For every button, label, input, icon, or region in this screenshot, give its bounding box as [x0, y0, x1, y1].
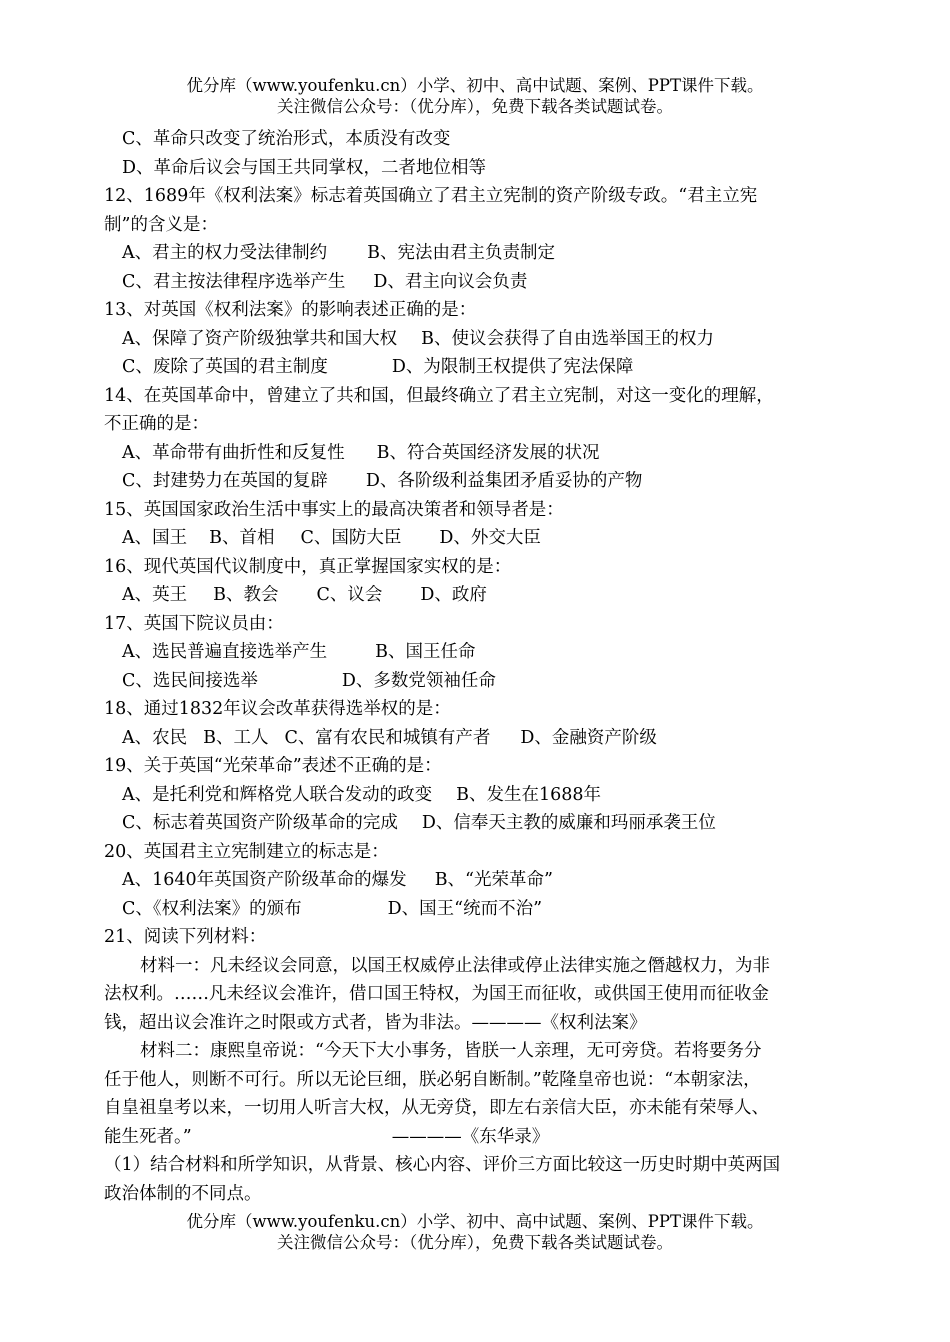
text-segment: 12、1689年《权利法案》标志着英国确立了君主立宪制的资产阶级专政。“君主立宪	[104, 186, 758, 206]
answer-options-line	[104, 895, 852, 924]
text-segment: 任于他人，则断不可行。所以无论巨细，朕必躬自断制。”乾隆皇帝也说：“本朝家法，	[104, 1069, 761, 1090]
question-text-line	[104, 182, 852, 211]
question-text-line	[104, 1151, 852, 1180]
answer-options-line	[104, 325, 852, 354]
answer-option: C、君主按法律程序选举产生	[122, 271, 346, 292]
answer-options-line	[104, 781, 852, 810]
answer-option: D、多数党领袖任命	[341, 670, 496, 691]
answer-options-line	[104, 809, 852, 838]
question-text-line	[104, 752, 852, 781]
answer-option: A、是托利党和辉格党人联合发动的政变	[122, 784, 433, 805]
answer-option: D、国王“统而不治”	[387, 898, 543, 919]
answer-option: B、发生在1688年	[456, 784, 602, 805]
answer-options-line	[104, 581, 852, 610]
answer-options-line	[104, 724, 852, 753]
text-segment: ————《东华录》	[391, 1126, 550, 1147]
question-text-line	[104, 296, 852, 325]
text-segment: 材料一：凡未经议会同意，以国王权威停止法律或停止法律实施之僭越权力，为非	[140, 955, 770, 976]
answer-options-line	[104, 667, 852, 696]
answer-option: A、1640年英国资产阶级革命的爆发	[122, 870, 407, 890]
answer-option: A、国王	[122, 528, 188, 548]
question-content	[104, 125, 852, 1208]
answer-options-line	[104, 268, 852, 297]
answer-option: C、废除了英国的君主制度	[122, 357, 328, 377]
header-line-1: 优分库（www.youfenku.cn）小学、初中、高中试题、案例、PPT课件下载。	[186, 76, 764, 95]
answer-option: A、选民普遍直接选举产生	[122, 642, 328, 662]
answer-option: B、教会	[213, 585, 279, 605]
question-text-line	[104, 1037, 852, 1066]
question-text-line	[104, 382, 852, 411]
answer-option: D、君主向议会负责	[373, 271, 528, 292]
text-segment: 钱，超出议会准许之时限或方式者，皆为非法。————《权利法案》	[104, 1012, 647, 1033]
answer-option: A、保障了资产阶级独掌共和国大权	[122, 328, 398, 349]
text-segment: 18、通过1832年议会改革获得选举权的是：	[104, 699, 451, 719]
answer-option: C、富有农民和城镇有产者	[284, 727, 491, 748]
answer-option: D、政府	[420, 585, 487, 605]
question-text-line	[104, 553, 852, 582]
answer-options-line	[104, 353, 852, 382]
answer-option: C、封建势力在英国的复辟	[122, 471, 328, 491]
text-segment: 法权利。……凡未经议会准许，借口国王特权，为国王而征收，或供国王使用而征收金	[104, 984, 769, 1004]
question-text-line	[104, 496, 852, 525]
question-text-line	[104, 838, 852, 867]
answer-option: A、君主的权力受法律制约	[122, 243, 328, 263]
question-text-line	[104, 1066, 852, 1095]
text-segment: 政治体制的不同点。	[104, 1183, 262, 1204]
question-text-line	[104, 923, 852, 952]
question-text-line	[104, 952, 852, 981]
text-segment: 13、对英国《权利法案》的影响表述正确的是：	[104, 300, 477, 320]
answer-option: C、标志着英国资产阶级革命的完成	[122, 813, 398, 833]
answer-option: B、工人	[203, 727, 269, 748]
answer-option: C、议会	[316, 585, 383, 605]
answer-option: D、革命后议会与国王共同掌权，二者地位相等	[122, 157, 487, 178]
page-footer	[0, 1211, 950, 1253]
text-segment: 自皇祖皇考以来，一切用人听言大权，从无旁贷，即左右亲信大臣，亦未能有荣辱人、	[104, 1098, 769, 1118]
answer-option: D、外交大臣	[439, 528, 541, 548]
footer-line-2: 关注微信公众号：（优分库），免费下载各类试题试卷。	[277, 1233, 673, 1252]
answer-option: B、国王任命	[375, 642, 476, 662]
text-segment: 14、在英国革命中，曾建立了共和国，但最终确立了君主立宪制，对这一变化的理解，	[104, 385, 774, 406]
text-segment: 制”的含义是：	[104, 214, 218, 235]
answer-option: D、信奉天主教的威廉和玛丽承袭王位	[421, 813, 716, 833]
question-text-line	[104, 695, 852, 724]
answer-option: D、金融资产阶级	[520, 727, 657, 748]
text-segment: 能生死者。”	[104, 1126, 192, 1147]
answer-option: C、《权利法案》的颁布	[122, 898, 302, 919]
question-text-line	[104, 410, 852, 439]
answer-options-line	[104, 467, 852, 496]
answer-option: D、为限制王权提供了宪法保障	[391, 357, 634, 377]
answer-option: B、符合英国经济发展的状况	[376, 442, 600, 463]
header-line-2: 关注微信公众号：（优分库），免费下载各类试题试卷。	[277, 97, 673, 116]
text-segment: 21、阅读下列材料：	[104, 927, 267, 947]
text-segment: 19、关于英国“光荣革命”表述不正确的是：	[104, 756, 442, 776]
answer-option: A、农民	[122, 727, 188, 748]
answer-option: B、使议会获得了自由选举国王的权力	[421, 328, 714, 349]
question-text-line	[104, 1123, 852, 1152]
text-segment: 16、现代英国代议制度中，真正掌握国家实权的是：	[104, 556, 512, 577]
text-segment: 20、英国君主立宪制建立的标志是：	[104, 841, 389, 862]
text-segment: 材料二：康熙皇帝说：“今天下大小事务，皆朕一人亲理，无可旁贷。若将要务分	[140, 1041, 762, 1061]
text-segment: 17、英国下院议员由：	[104, 613, 284, 634]
answer-options-line	[104, 866, 852, 895]
question-text-line	[104, 1180, 852, 1209]
page-header	[0, 75, 950, 117]
answer-options-line	[104, 154, 852, 183]
text-segment: 15、英国国家政治生活中事实上的最高决策者和领导者是：	[104, 499, 564, 520]
text-segment: 不正确的是：	[104, 414, 209, 434]
answer-options-line	[104, 439, 852, 468]
answer-option: C、国防大臣	[300, 528, 402, 548]
answer-option: C、革命只改变了统治形式，本质没有改变	[122, 129, 451, 149]
question-text-line	[104, 211, 852, 240]
text-segment: （1）结合材料和所学知识，从背景、核心内容、评价三方面比较这一历史时期中英两国	[104, 1155, 781, 1175]
answer-option: C、选民间接选举	[122, 670, 258, 691]
answer-option: A、英王	[122, 585, 188, 605]
answer-option: B、“光荣革命”	[434, 870, 553, 890]
answer-option: D、各阶级利益集团矛盾妥协的产物	[365, 471, 643, 491]
question-text-line	[104, 1094, 852, 1123]
answer-option: B、宪法由君主负责制定	[367, 243, 555, 263]
question-text-line	[104, 1009, 852, 1038]
answer-options-line	[104, 638, 852, 667]
answer-options-line	[104, 524, 852, 553]
question-text-line	[104, 610, 852, 639]
question-text-line	[104, 980, 852, 1009]
answer-option: B、首相	[209, 528, 275, 548]
answer-option: A、革命带有曲折性和反复性	[122, 442, 345, 463]
answer-options-line	[104, 239, 852, 268]
answer-options-line	[104, 125, 852, 154]
footer-line-1: 优分库（www.youfenku.cn）小学、初中、高中试题、案例、PPT课件下载。	[186, 1212, 764, 1231]
